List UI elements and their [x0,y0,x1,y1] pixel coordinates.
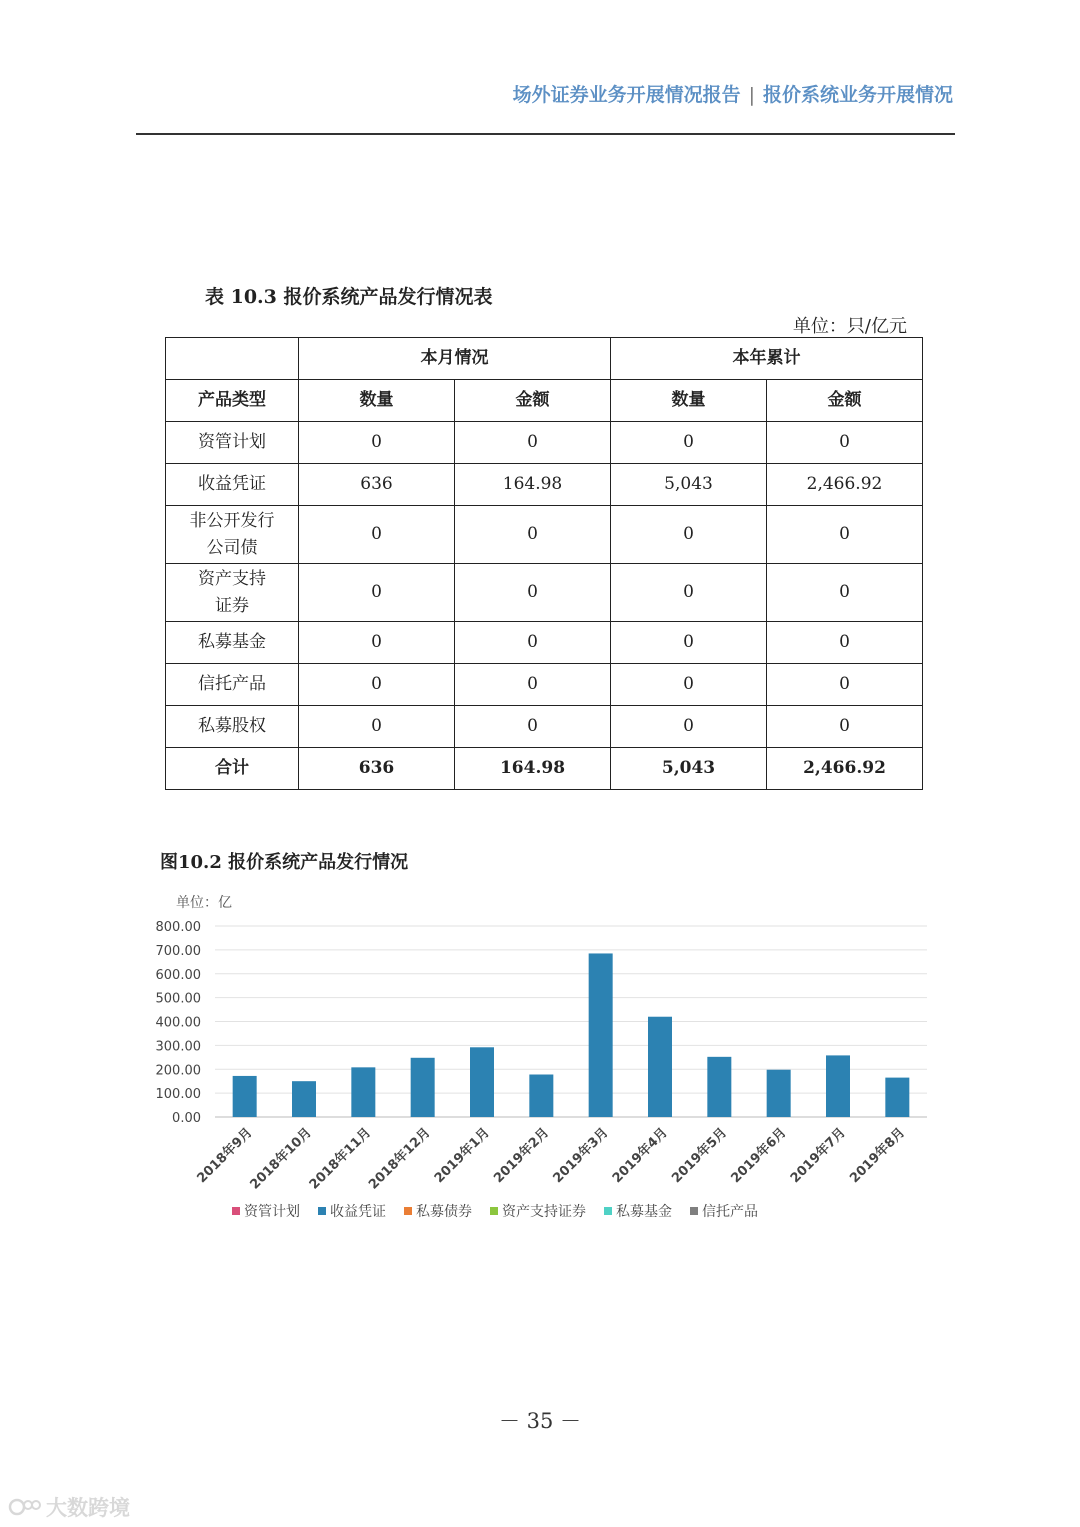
cell-year-count: 0 [611,506,767,564]
legend-item [318,1201,386,1221]
cell-month-count: 0 [299,422,455,464]
legend-label: 资管计划 [244,1204,300,1220]
table-row [166,422,923,464]
cell-year-count: 0 [611,564,767,622]
legend-label: 私募债券 [416,1204,472,1220]
col-header-year-count: 数量 [611,380,767,422]
row-type: 私募基金 [166,622,299,664]
watermark-logo-icon [8,1496,42,1518]
y-tick-label: 600.00 [155,967,201,983]
bar-2019年8月 [885,1078,909,1117]
cell-month-amount: 0 [455,506,611,564]
row-type: 收益凭证 [166,464,299,506]
legend-swatch [318,1207,326,1215]
header-report-title: 场外证券业务开展情况报告 [512,84,741,106]
row-type [166,564,299,622]
y-tick-label: 400.00 [155,1015,201,1031]
y-tick-label: 700.00 [155,943,201,959]
legend-label: 资产支持证券 [502,1204,586,1220]
legend-item [490,1201,586,1221]
cell-year-count: 0 [611,706,767,748]
cell-year-amount: 2,466.92 [767,464,923,506]
y-tick-label: 300.00 [155,1039,201,1055]
bar-2019年6月 [767,1070,791,1117]
legend-item [232,1201,300,1221]
bar-2019年1月 [470,1047,494,1117]
group-header-year: 本年累计 [611,338,923,380]
x-tick-label: 2019年7月 [787,1125,849,1187]
col-header-year-amount: 金额 [767,380,923,422]
cell-month-amount: 0 [455,564,611,622]
legend-swatch [690,1207,698,1215]
bar-2018年9月 [233,1076,257,1117]
col-header-type: 产品类型 [166,380,299,422]
bar-2018年11月 [351,1067,375,1117]
cell-year-amount: 0 [767,622,923,664]
cell-month-count: 0 [299,564,455,622]
table-row [166,464,923,506]
table-row [166,664,923,706]
bar-2018年10月 [292,1081,316,1117]
x-tick-label: 2019年3月 [550,1125,612,1187]
figure-caption: 图10.2 报价系统产品发行情况 [160,852,409,873]
bar-2018年12月 [411,1058,435,1117]
row-type: 私募股权 [166,706,299,748]
chart-legend [232,1201,758,1221]
table-unit: 单位：只/亿元 [792,316,907,337]
bar-2019年4月 [648,1017,672,1117]
cell-year-amount: 0 [767,506,923,564]
cell-month-amount: 0 [455,706,611,748]
table-row [166,622,923,664]
bar-2019年5月 [707,1057,731,1117]
legend-swatch [232,1207,240,1215]
issuance-table [165,337,923,790]
total-month-count: 636 [299,748,455,790]
row-type-line1: 非公开发行 [189,510,275,531]
total-year-count: 5,043 [611,748,767,790]
x-tick-label: 2019年1月 [431,1125,493,1187]
x-tick-label: 2019年5月 [669,1125,731,1187]
cell-month-count: 0 [299,664,455,706]
bar-2019年7月 [826,1055,850,1117]
running-header [0,80,953,107]
header-separator: | [748,84,755,106]
watermark-text: 大数跨境 [46,1496,130,1520]
legend-label: 收益凭证 [330,1204,386,1220]
x-tick-label: 2019年6月 [728,1125,790,1187]
row-type-line2: 证券 [215,595,249,616]
x-tick-label: 2019年4月 [609,1125,671,1187]
table-row [166,706,923,748]
legend-label: 私募基金 [616,1204,672,1220]
col-header-month-count: 数量 [299,380,455,422]
total-month-amount: 164.98 [455,748,611,790]
cell-month-amount: 0 [455,622,611,664]
x-tick-label: 2019年2月 [491,1125,553,1187]
x-tick-label: 2019年8月 [847,1125,909,1187]
watermark [8,1492,130,1522]
y-tick-label: 500.00 [155,991,201,1007]
legend-swatch [404,1207,412,1215]
cell-year-amount: 0 [767,564,923,622]
cell-year-amount: 0 [767,664,923,706]
cell-month-count: 0 [299,622,455,664]
row-type: 资管计划 [166,422,299,464]
issuance-bar-chart [140,885,940,1195]
table-total-row [166,748,923,790]
legend-item [604,1201,672,1221]
cell-month-count: 636 [299,464,455,506]
y-tick-label: 200.00 [155,1063,201,1079]
cell-month-amount: 0 [455,422,611,464]
legend-swatch [490,1207,498,1215]
x-tick-label: 2018年10月 [247,1125,315,1193]
cell-year-count: 5,043 [611,464,767,506]
col-header-month-amount: 金额 [455,380,611,422]
x-tick-label: 2018年12月 [366,1125,434,1193]
table-corner-cell [166,338,299,380]
legend-swatch [604,1207,612,1215]
bar-2019年3月 [589,953,613,1117]
group-header-month: 本月情况 [299,338,611,380]
header-rule [136,133,955,135]
y-tick-label: 100.00 [155,1087,201,1103]
row-type-line1: 资产支持 [198,568,266,589]
y-tick-label: 800.00 [155,920,201,935]
cell-year-count: 0 [611,664,767,706]
table-row [166,506,923,564]
cell-month-count: 0 [299,506,455,564]
table-caption: 表 10.3 报价系统产品发行情况表 [205,286,493,308]
bar-2019年2月 [529,1075,553,1117]
y-axis-unit-label: 单位：亿 [176,895,232,911]
header-section-title: 报价系统业务开展情况 [762,84,953,106]
cell-year-amount: 0 [767,706,923,748]
row-type [166,506,299,564]
page-number: － 35 － [498,1409,582,1433]
legend-item [690,1201,758,1221]
x-tick-label: 2018年9月 [194,1125,256,1187]
x-tick-label: 2018年11月 [306,1125,375,1193]
total-label: 合计 [166,748,299,790]
cell-month-amount: 164.98 [455,464,611,506]
cell-year-count: 0 [611,422,767,464]
cell-month-count: 0 [299,706,455,748]
cell-year-count: 0 [611,622,767,664]
row-type-line2: 公司债 [206,537,258,558]
legend-label: 信托产品 [702,1204,758,1220]
total-year-amount: 2,466.92 [767,748,923,790]
legend-item [404,1201,472,1221]
cell-year-amount: 0 [767,422,923,464]
y-tick-label: 0.00 [172,1111,201,1126]
row-type: 信托产品 [166,664,299,706]
table-row [166,564,923,622]
cell-month-amount: 0 [455,664,611,706]
